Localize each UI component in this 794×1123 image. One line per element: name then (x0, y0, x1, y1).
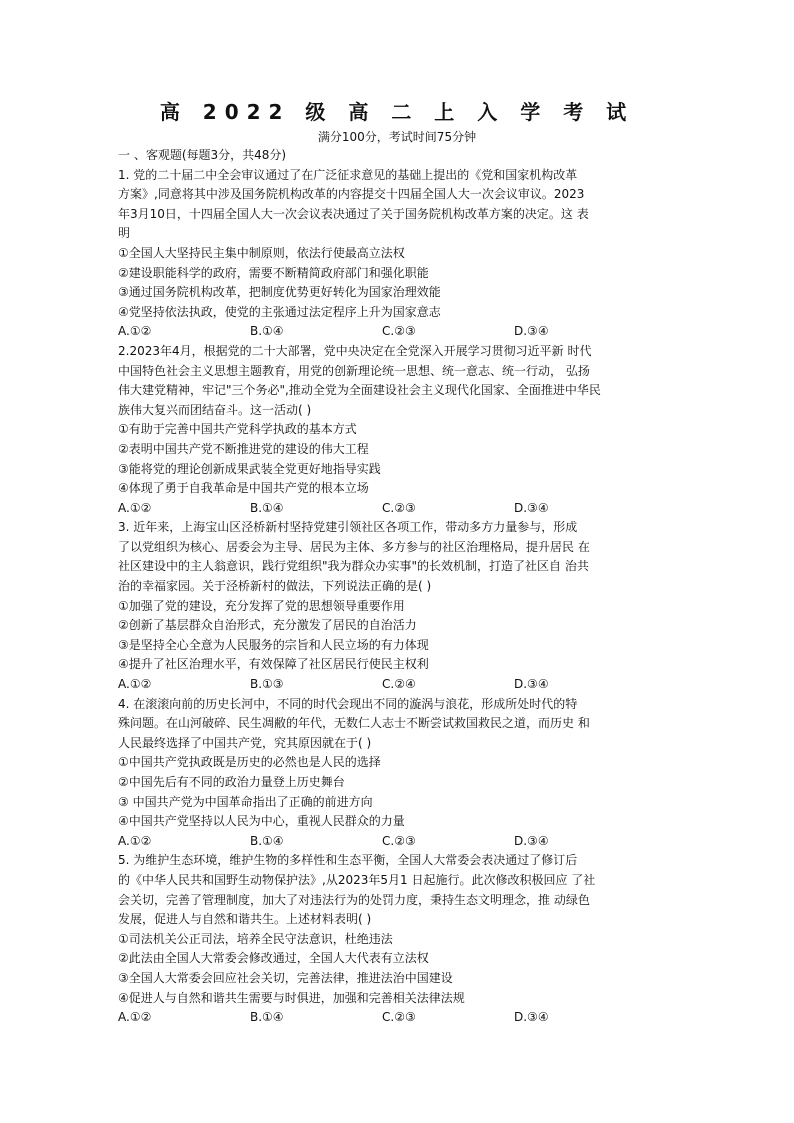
answer-option: D.③④ (514, 1010, 549, 1025)
statement-item: ④提升了社区治理水平，有效保障了社区居民行使民主权利 (118, 657, 429, 672)
statement-item: ②创新了基层群众自治形式，充分激发了居民的自治活力 (118, 618, 417, 633)
question-block (118, 851, 678, 1027)
statement-item: ②此法由全国人大常委会修改通过，全国人大代表有立法权 (118, 951, 429, 966)
answer-option: C.②③ (382, 1010, 416, 1025)
question-stem-line: 2.2023年4月，根据党的二十大部署，党中央决定在全党深入开展学习贯彻习近平新 时代 (118, 343, 592, 358)
statement-item: ②中国先后有不同的政治力量登上历史舞台 (118, 775, 345, 789)
answer-option: C.②④ (382, 677, 416, 692)
question-stem-line: 治的幸福家园。关于泾桥新村的做法，下列说法正确的是( ) (118, 579, 432, 594)
answer-options (118, 499, 678, 519)
answer-options (118, 1008, 678, 1028)
question-stem-line: 伟大建党精神，牢记"三个务必",推动全党为全面建设社会主义现代化国家、全面推进中华民 (118, 383, 601, 398)
answer-option: B.①④ (250, 324, 284, 339)
answer-options (118, 832, 678, 852)
question-stem-line: 了以党组织为核心、居委会为主导、居民为主体、多方参与的社区治理格局，提升居民 在 (118, 539, 590, 554)
question-stem-line: 的《中华人民共和国野生动物保护法》,从2023年5月1 日起施行。此次修改积极回应 了社 (118, 872, 596, 887)
statement-item: ①中国共产党执政既是历史的必然也是人民的选择 (118, 755, 381, 770)
statement-item: ④党坚持依法执政，使党的主张通过法定程序上升为国家意志 (118, 304, 441, 319)
answer-option: D.③④ (514, 833, 549, 848)
question-block (118, 166, 678, 342)
answer-option: C.②③ (382, 833, 416, 848)
section-heading: 一 、客观题(每题3分，共48分) (118, 148, 287, 162)
answer-option: B.①③ (250, 677, 284, 692)
question-list (118, 166, 678, 1028)
answer-option: C.②③ (382, 500, 416, 515)
question-stem-line: 人民最终选择了中国共产党，究其原因就在于( ) (118, 735, 372, 750)
statement-item: ①加强了党的建设，充分发挥了党的思想领导重要作用 (118, 598, 405, 613)
question-stem-line: 明 (118, 226, 131, 241)
question-block (118, 695, 678, 852)
answer-options (118, 322, 678, 342)
question-stem-line: 会关切，完善了管理制度，加大了对违法行为的处罚力度，秉持生态文明理念，推 动绿色 (118, 892, 590, 907)
statement-item: ④促进人与自然和谐共生需要与时俱进，加强和完善相关法律法规 (118, 990, 465, 1005)
answer-option: A.①② (118, 677, 152, 692)
answer-option: A.①② (118, 324, 152, 339)
question-stem-line: 发展，促进人与自然和谐共生。上述材料表明( ) (118, 912, 372, 927)
statement-item: ③全国人大常委会回应社会关切，完善法律，推进法治中国建设 (118, 970, 453, 985)
statement-item: ②表明中国共产党不断推进党的建设的伟大工程 (118, 441, 369, 456)
question-stem-line: 殊问题。在山河破碎、民生凋敝的年代，无数仁人志士不断尝试救国救民之道，而历史 和 (118, 716, 590, 731)
answer-option: D.③④ (514, 677, 549, 692)
answer-option: B.①④ (250, 500, 284, 515)
question-stem-line: 5. 为维护生态环境，维护生物的多样性和生态平衡，全国人大常委会表决通过了修订后 (118, 853, 578, 868)
statement-item: ②建设职能科学的政府，需要不断精简政府部门和强化职能 (118, 265, 429, 280)
answer-option: A.①② (118, 833, 152, 848)
statement-item: ③是坚持全心全意为人民服务的宗旨和人民立场的有力体现 (118, 637, 429, 652)
question-block (118, 342, 678, 518)
statement-item: ①司法机关公正司法，培养全民守法意识，杜绝违法 (118, 931, 393, 946)
question-stem-line: 中国特色社会主义思想主题教育，用党的创新理论统一思想、统一意志、统一行动， 弘扬 (118, 363, 590, 378)
statement-item: ①有助于完善中国共产党科学执政的基本方式 (118, 422, 357, 437)
answer-option: D.③④ (514, 500, 549, 515)
question-stem-line: 1. 党的二十届二中全会审议通过了在广泛征求意见的基础上提出的《党和国家机构改革 (118, 167, 578, 182)
question-stem-line: 方案》,同意将其中涉及国务院机构改革的内容提交十四届全国人大一次会议审议。2023 (118, 187, 585, 202)
page-title: 高 2022 级 高 二 上 入 学 考 试 (159, 100, 635, 124)
statement-item: ③ 中国共产党为中国革命指出了正确的前进方向 (118, 794, 373, 809)
statement-item: ③通过国务院机构改革，把制度优势更好转化为国家治理效能 (118, 285, 441, 300)
answer-option: A.①② (118, 500, 152, 515)
question-stem-line: 4. 在滚滚向前的历史长河中，不同的时代会现出不同的漩涡与浪花，形成所处时代的特 (118, 696, 578, 711)
answer-option: A.①② (118, 1010, 152, 1025)
question-block (118, 518, 678, 694)
question-stem-line: 年3月10日，十四届全国人大一次会议表决通过了关于国务院机构改革方案的决定。这 表 (118, 206, 589, 221)
statement-item: ③能将党的理论创新成果武装全党更好地指导实践 (118, 461, 381, 476)
question-area (118, 146, 678, 1028)
answer-option: B.①④ (250, 1010, 284, 1025)
statement-item: ①全国人大坚持民主集中制原则，依法行使最高立法权 (118, 245, 405, 260)
question-stem-line: 3. 近年来，上海宝山区泾桥新村坚持党建引领社区各项工作，带动多方力量参与，形成 (118, 520, 578, 535)
question-stem-line: 社区建设中的主人翁意识，践行党组织"我为群众办实事"的长效机制，打造了社区自 治共 (118, 559, 589, 574)
answer-option: C.②③ (382, 324, 416, 339)
question-stem-line: 族伟大复兴而团结奋斗。这一活动( ) (118, 402, 312, 417)
statement-item: ④中国共产党坚持以人民为中心，重视人民群众的力量 (118, 814, 405, 829)
statement-item: ④体现了勇于自我革命是中国共产党的根本立场 (118, 481, 369, 496)
answer-options (118, 675, 678, 695)
answer-option: B.①④ (250, 833, 284, 848)
page-subtitle: 满分100分，考试时间75分钟 (317, 130, 477, 144)
answer-option: D.③④ (514, 324, 549, 339)
